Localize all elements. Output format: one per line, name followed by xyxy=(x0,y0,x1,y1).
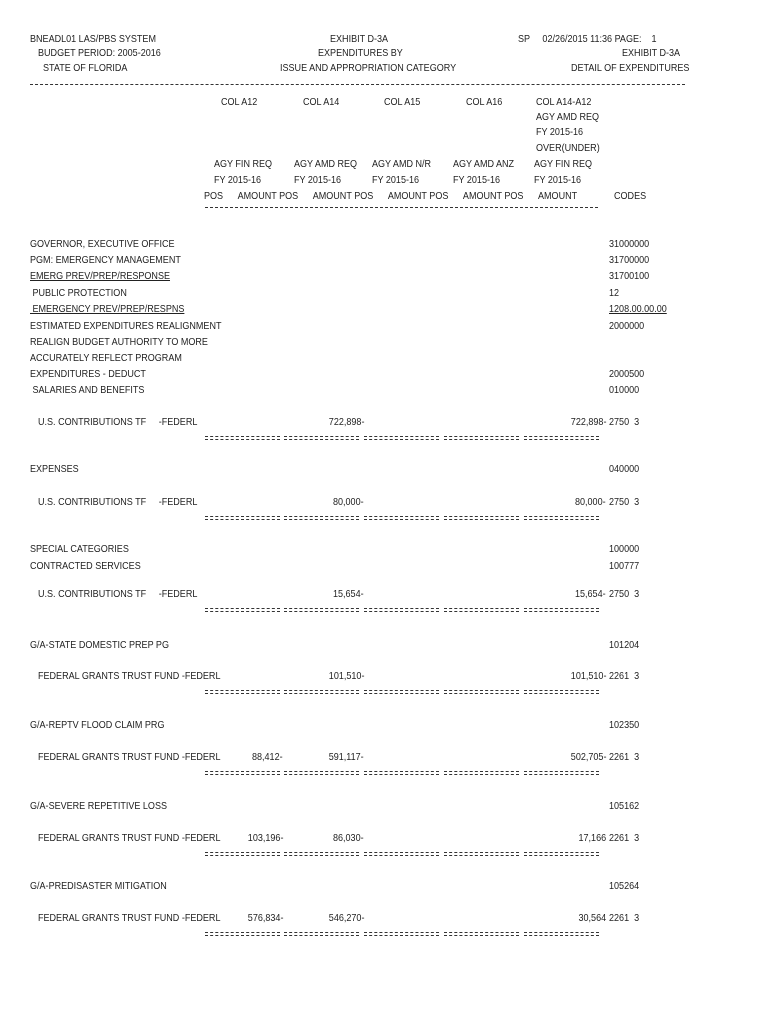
fund-code: 2750 3 xyxy=(609,588,640,600)
section-code: 040000 xyxy=(609,463,640,475)
heading-code: 1208.00.00.00 xyxy=(609,303,667,315)
amount-col-diff: 80,000- xyxy=(575,496,606,508)
heading-line: EMERG PREV/PREP/RESPONSE xyxy=(30,270,171,282)
total-rule xyxy=(205,436,280,440)
section-title: SPECIAL CATEGORIES xyxy=(30,543,129,555)
total-rule xyxy=(284,516,359,520)
fund-code: 2261 3 xyxy=(609,670,640,682)
heading-line: EXPENDITURES - DEDUCT xyxy=(30,368,146,380)
header-right-2: EXHIBIT D-3A xyxy=(622,47,681,59)
heading-line: EMERGENCY PREV/PREP/RESPNS xyxy=(30,303,185,315)
col-fy-2: FY 2015-16 xyxy=(294,174,342,186)
section-code: 100777 xyxy=(609,560,640,572)
amount-col-diff: 722,898- xyxy=(570,416,606,428)
total-rule xyxy=(284,608,359,612)
header-right-3: DETAIL OF EXPENDITURES xyxy=(571,62,690,74)
header-center-3: ISSUE AND APPROPRIATION CATEGORY xyxy=(280,62,457,74)
total-rule xyxy=(444,932,519,936)
col-fy-1: FY 2015-16 xyxy=(214,174,262,186)
total-rule xyxy=(524,771,599,775)
heading-code: 2000500 xyxy=(609,368,645,380)
total-rule xyxy=(284,690,359,694)
codes-header: CODES xyxy=(614,190,647,202)
total-rule xyxy=(444,516,519,520)
heading-line: PUBLIC PROTECTION xyxy=(30,287,127,299)
section-title: G/A-STATE DOMESTIC PREP PG xyxy=(30,639,169,651)
heading-line: ESTIMATED EXPENDITURES REALIGNMENT xyxy=(30,320,222,332)
col-id-a14: COL A14 xyxy=(303,96,340,108)
amount-col-a14: 591,117- xyxy=(329,751,364,763)
heading-code: 31700000 xyxy=(609,254,650,266)
fund-name: FEDERAL GRANTS TRUST FUND -FEDERL xyxy=(38,832,221,844)
col-desc-4: AGY AMD ANZ xyxy=(453,158,515,170)
amount-col-diff: 101,510- xyxy=(570,670,606,682)
amount-col-a12: 576,834- xyxy=(247,912,283,924)
total-rule xyxy=(364,516,439,520)
total-rule xyxy=(444,690,519,694)
col-desc-3: AGY AMD N/R xyxy=(372,158,432,170)
fund-code: 2750 3 xyxy=(609,496,640,508)
col-id-a15: COL A15 xyxy=(384,96,421,108)
header-right-1: SP 02/26/2015 11:36 PAGE: 1 xyxy=(518,33,657,45)
heading-code: 010000 xyxy=(609,384,640,396)
fund-name: U.S. CONTRIBUTIONS TF -FEDERL xyxy=(38,588,198,600)
total-rule xyxy=(524,932,599,936)
header-center-1: EXHIBIT D-3A xyxy=(330,33,389,45)
heading-code: 31000000 xyxy=(609,238,650,250)
amount-col-a12: 103,196- xyxy=(247,832,283,844)
heading-line: GOVERNOR, EXECUTIVE OFFICE xyxy=(30,238,175,250)
total-rule xyxy=(524,516,599,520)
header-center-2: EXPENDITURES BY xyxy=(318,47,403,59)
col-fy-4: FY 2015-16 xyxy=(453,174,501,186)
col5-extra-2: FY 2015-16 xyxy=(536,126,584,138)
amount-col-diff: 17,166 xyxy=(578,832,606,844)
amount-col-a14: 546,270- xyxy=(328,912,364,924)
total-rule xyxy=(524,852,599,856)
total-rule xyxy=(205,608,280,612)
header-left-1: BNEADL01 LAS/PBS SYSTEM xyxy=(30,33,156,45)
total-rule xyxy=(284,852,359,856)
header-rule xyxy=(30,84,685,85)
total-rule xyxy=(364,852,439,856)
amount-col-diff: 502,705- xyxy=(570,751,606,763)
col-desc-1: AGY FIN REQ xyxy=(214,158,273,170)
total-rule xyxy=(524,608,599,612)
total-rule xyxy=(205,516,280,520)
total-rule xyxy=(205,852,280,856)
total-rule xyxy=(284,771,359,775)
amount-col-a14: 86,030- xyxy=(333,832,364,844)
amount-col-a14: 722,898- xyxy=(328,416,364,428)
heading-code: 12 xyxy=(609,287,620,299)
col-fy-5: FY 2015-16 xyxy=(534,174,582,186)
fund-code: 2261 3 xyxy=(609,912,640,924)
header-left-2: BUDGET PERIOD: 2005-2016 xyxy=(38,47,161,59)
section-code: 101204 xyxy=(609,639,640,651)
total-rule xyxy=(284,436,359,440)
total-rule xyxy=(364,932,439,936)
col-id-a16: COL A16 xyxy=(466,96,503,108)
total-rule xyxy=(364,771,439,775)
total-rule xyxy=(284,932,359,936)
amount-col-diff: 15,654- xyxy=(575,588,606,600)
amount-col-a14: 101,510- xyxy=(328,670,364,682)
section-title: EXPENSES xyxy=(30,463,79,475)
col-id-a12: COL A12 xyxy=(221,96,258,108)
fund-code: 2261 3 xyxy=(609,832,640,844)
total-rule xyxy=(364,690,439,694)
section-title: G/A-SEVERE REPETITIVE LOSS xyxy=(30,800,167,812)
heading-code: 31700100 xyxy=(609,270,650,282)
pos-amount-header: POS AMOUNT POS AMOUNT POS AMOUNT POS AMOUNT POS AMOUNT xyxy=(204,190,578,202)
fund-name: FEDERAL GRANTS TRUST FUND -FEDERL xyxy=(38,670,221,682)
section-title: G/A-REPTV FLOOD CLAIM PRG xyxy=(30,719,165,731)
total-rule xyxy=(524,436,599,440)
heading-line: SALARIES AND BENEFITS xyxy=(30,384,145,396)
total-rule xyxy=(444,436,519,440)
amount-col-a14: 15,654- xyxy=(333,588,364,600)
fund-code: 2750 3 xyxy=(609,416,640,428)
col-id-a14-a12: COL A14-A12 xyxy=(536,96,592,108)
total-rule xyxy=(205,932,280,936)
heading-line: ACCURATELY REFLECT PROGRAM xyxy=(30,352,182,364)
column-header-rule xyxy=(205,207,598,208)
total-rule xyxy=(205,771,280,775)
header-left-3: STATE OF FLORIDA xyxy=(43,62,128,74)
section-title: G/A-PREDISASTER MITIGATION xyxy=(30,880,167,892)
section-code: 105264 xyxy=(609,880,640,892)
section-code: 105162 xyxy=(609,800,640,812)
amount-col-diff: 30,564 xyxy=(578,912,606,924)
total-rule xyxy=(364,436,439,440)
heading-line: REALIGN BUDGET AUTHORITY TO MORE xyxy=(30,336,208,348)
col5-extra-3: OVER(UNDER) xyxy=(536,142,600,154)
total-rule xyxy=(205,690,280,694)
fund-name: U.S. CONTRIBUTIONS TF -FEDERL xyxy=(38,416,198,428)
col-desc-5: AGY FIN REQ xyxy=(534,158,593,170)
col-desc-2: AGY AMD REQ xyxy=(294,158,358,170)
amount-col-a14: 80,000- xyxy=(333,496,364,508)
heading-line: PGM: EMERGENCY MANAGEMENT xyxy=(30,254,181,266)
section-title: CONTRACTED SERVICES xyxy=(30,560,141,572)
total-rule xyxy=(524,690,599,694)
col-fy-3: FY 2015-16 xyxy=(372,174,420,186)
total-rule xyxy=(444,852,519,856)
section-code: 100000 xyxy=(609,543,640,555)
fund-code: 2261 3 xyxy=(609,751,640,763)
section-code: 102350 xyxy=(609,719,640,731)
total-rule xyxy=(444,608,519,612)
total-rule xyxy=(364,608,439,612)
fund-name: FEDERAL GRANTS TRUST FUND -FEDERL xyxy=(38,751,221,763)
fund-name: U.S. CONTRIBUTIONS TF -FEDERL xyxy=(38,496,198,508)
col5-extra-1: AGY AMD REQ xyxy=(536,111,600,123)
fund-name: FEDERAL GRANTS TRUST FUND -FEDERL xyxy=(38,912,221,924)
heading-code: 2000000 xyxy=(609,320,645,332)
amount-col-a12: 88,412- xyxy=(252,751,283,763)
total-rule xyxy=(444,771,519,775)
